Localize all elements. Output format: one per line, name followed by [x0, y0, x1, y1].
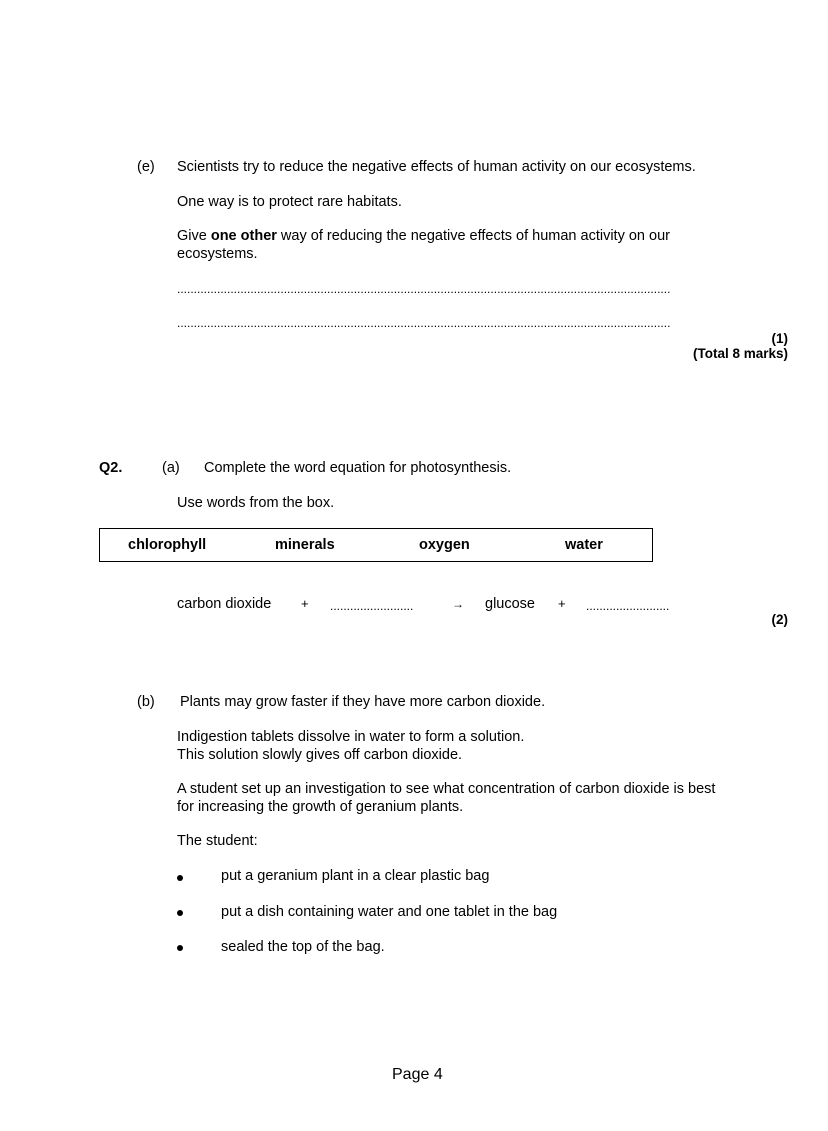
instruction-pre: Give	[177, 228, 211, 244]
eq-plus-1: +	[301, 596, 309, 611]
part-e-line2: One way is to protect rare habitats.	[177, 194, 402, 210]
question-number: Q2.	[99, 460, 123, 476]
bullet-item-3: sealed the top of the bag.	[221, 939, 385, 955]
eq-blank-1[interactable]: .........................	[330, 600, 414, 612]
bullet-item-2: put a dish containing water and one tablet in the bag	[221, 904, 558, 920]
total-marks: (Total 8 marks)	[692, 346, 788, 361]
part-e-line4: ecosystems.	[177, 246, 258, 262]
part-b-line1: Plants may grow faster if they have more carbon dioxide.	[180, 694, 546, 710]
bullet-icon	[177, 945, 183, 951]
part-b-line4: A student set up an investigation to see what concentration of carbon dioxide is best	[177, 781, 716, 797]
instruction-bold: one other	[210, 228, 277, 244]
word-box	[99, 528, 653, 562]
part-a-marks: (2)	[771, 612, 788, 627]
part-e-marks: (1)	[771, 331, 788, 346]
part-b-line2: Indigestion tablets dissolve in water to form a solution.	[177, 729, 525, 745]
answer-line-2[interactable]: ....................................................................................................................................................	[177, 317, 671, 329]
answer-line-1[interactable]: ....................................................................................................................................................	[177, 283, 671, 295]
part-b-line5: for increasing the growth of geranium plants.	[177, 799, 464, 815]
eq-carbon-dioxide: carbon dioxide	[177, 596, 272, 612]
bullet-icon	[177, 910, 183, 916]
instruction-post: way of reducing the negative effects of human activity on our	[276, 228, 670, 244]
eq-arrow: →	[452, 597, 464, 611]
bullet-icon	[177, 875, 183, 881]
eq-blank-2[interactable]: .........................	[586, 600, 670, 612]
word-oxygen: oxygen	[419, 537, 470, 553]
word-chlorophyll: chlorophyll	[128, 537, 207, 553]
word-minerals: minerals	[275, 537, 335, 553]
word-water: water	[565, 537, 603, 553]
eq-plus-2: +	[558, 596, 566, 611]
eq-glucose: glucose	[485, 596, 535, 612]
part-e-instruction	[177, 227, 670, 245]
part-b-line6: The student:	[177, 833, 258, 849]
part-a-text: Complete the word equation for photosynthesis.	[204, 460, 512, 476]
use-words-text: Use words from the box.	[177, 495, 335, 511]
part-a-label: (a)	[162, 460, 180, 476]
bullet-item-1: put a geranium plant in a clear plastic bag	[221, 868, 490, 884]
part-b-line3: This solution slowly gives off carbon dioxide.	[177, 747, 463, 763]
part-e-label: (e)	[137, 159, 155, 175]
part-b-label: (b)	[137, 694, 155, 710]
page-number: Page 4	[392, 1066, 443, 1083]
part-e-line1: Scientists try to reduce the negative effects of human activity on our ecosystems.	[177, 159, 696, 175]
